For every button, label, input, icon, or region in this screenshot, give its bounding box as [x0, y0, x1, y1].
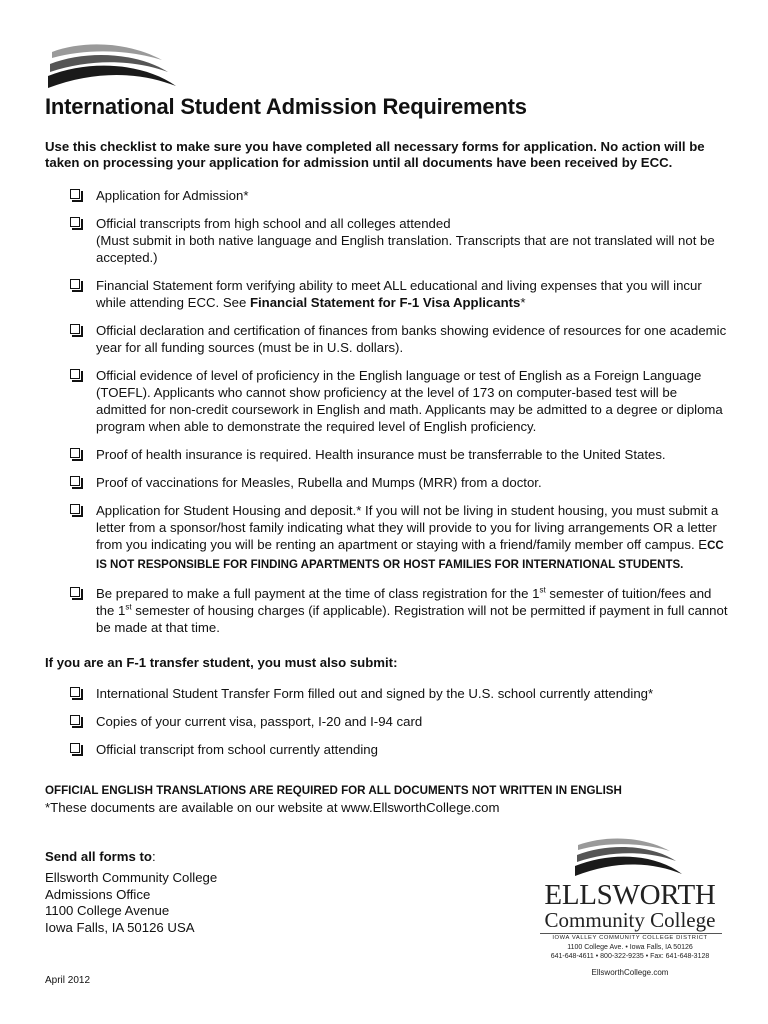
list-item	[68, 446, 728, 463]
item-text: Official transcript from school currently attending	[96, 742, 378, 757]
list-item	[68, 502, 728, 574]
logo-address: 1100 College Ave. • Iowa Falls, IA 50126	[567, 944, 693, 951]
checkbox-icon	[70, 369, 80, 379]
logo-college-subtitle: Community College	[544, 908, 716, 932]
address-line: 1100 College Avenue	[45, 903, 170, 918]
intro-paragraph: Use this checklist to make sure you have completed all necessary forms for application. No action will be taken on processing your application for admission until all documents have been received by ECC.	[45, 139, 705, 170]
logo-swoosh-icon	[572, 836, 684, 880]
financial-statement-title: Financial Statement for F-1 Visa Applicants	[249, 295, 521, 310]
checkbox-icon	[70, 448, 80, 458]
requirements-checklist	[68, 187, 728, 647]
item-text: semester of tuition/fees and the 1	[96, 586, 712, 618]
send-heading	[45, 849, 156, 864]
address-line: Ellsworth Community College	[45, 870, 218, 885]
checkbox-icon	[70, 687, 80, 697]
item-text: Official declaration and certification of finances from banks showing evidence of resources for one academic year for all funding sources (must be in U.S. dollars).	[96, 323, 727, 355]
send-heading-colon: :	[151, 849, 156, 864]
list-item	[68, 741, 728, 758]
checkbox-icon	[70, 476, 80, 486]
ordinal-suffix: st	[125, 602, 132, 612]
logo-college-name: ELLSWORTH	[544, 879, 716, 911]
item-text: Official evidence of level of proficiency in the English language or test of English as a Foreign Language (TOEFL). Applicants who cannot show proficiency at the level of 173 on computer-based test will be admitted for non-credit coursework in English and math. Applicants may be admitted to a degree or diploma program when able to demonstrate the required level of English proficiency.	[96, 368, 723, 434]
list-item	[68, 322, 728, 356]
list-item	[68, 277, 728, 311]
logo-website: EllsworthCollege.com	[591, 968, 669, 977]
ordinal-suffix: st	[539, 585, 546, 595]
logo-phones: 641-648-4611 • 800-322-9235 • Fax: 641-648-3128	[550, 953, 710, 960]
checkbox-icon	[70, 587, 80, 597]
ellsworth-college-logo	[535, 836, 730, 986]
transfer-checklist	[68, 685, 728, 769]
page-title: International Student Admission Requirements	[45, 94, 527, 119]
list-item	[68, 685, 728, 702]
item-text: semester of housing charges (if applicable). Registration will not be permitted if payment in full cannot be made at that time.	[96, 603, 728, 635]
item-text: Financial Statement form verifying ability to meet ALL educational and living expenses that you will incur while attending ECC. See	[96, 278, 702, 310]
address-line: Iowa Falls, IA 50126 USA	[45, 919, 195, 935]
checkbox-icon	[70, 217, 80, 227]
item-text: Application for Admission*	[96, 188, 249, 203]
list-item	[68, 585, 728, 636]
checkbox-icon	[70, 279, 80, 289]
item-text: Copies of your current visa, passport, I-20 and I-94 card	[96, 714, 423, 729]
transfer-heading: If you are an F-1 transfer student, you must also submit:	[45, 655, 398, 670]
checkbox-icon	[70, 189, 80, 199]
college-swoosh-logo	[44, 42, 179, 94]
checkbox-icon	[70, 504, 80, 514]
checkbox-icon	[70, 324, 80, 334]
send-heading-label: Send all forms to	[45, 849, 152, 864]
item-text: Proof of vaccinations for Measles, Rubella and Mumps (MRR) from a doctor.	[96, 475, 542, 490]
checkbox-icon	[70, 743, 80, 753]
item-text: Official transcripts from high school and all colleges attended	[96, 216, 451, 231]
logo-district: IOWA VALLEY COMMUNITY COLLEGE DISTRICT	[552, 935, 708, 941]
item-asterisk: *	[520, 295, 526, 310]
document-date: April 2012	[45, 975, 91, 986]
housing-disclaimer: CC IS NOT RESPONSIBLE FOR FINDING APARTMENTS OR HOST FAMILIES FOR INTERNATIONAL STUDENTS.	[96, 540, 724, 571]
item-text: International Student Transfer Form filled out and signed by the U.S. school currently attending*	[96, 686, 654, 701]
list-item	[68, 215, 728, 266]
address-line: Admissions Office	[45, 886, 151, 902]
list-item	[68, 474, 728, 491]
item-text: Be prepared to make a full payment at the time of class registration for the 1	[96, 586, 540, 601]
list-item	[68, 367, 728, 435]
logo-divider	[540, 933, 722, 934]
list-item	[68, 713, 728, 730]
item-text: Application for Student Housing and deposit.* If you will not be living in student housing, you must submit a letter from a sponsor/host family indicating what they will provide to you for living arrangements OR a letter from you indicating you will be renting an apartment or staying with a friend/family member off campus. E	[96, 503, 719, 552]
mailing-address	[45, 870, 217, 936]
list-item	[68, 187, 728, 204]
item-text: Proof of health insurance is required. Health insurance must be transferrable to the United States.	[96, 447, 666, 462]
website-notice: *These documents are available on our website at www.EllsworthCollege.com	[45, 800, 500, 815]
checkbox-icon	[70, 715, 80, 725]
translation-notice: OFFICIAL ENGLISH TRANSLATIONS ARE REQUIRED FOR ALL DOCUMENTS NOT WRITTEN IN ENGLISH	[45, 784, 622, 797]
item-note: (Must submit in both native language and English translation. Transcripts that are not translated will not be accepted.)	[96, 233, 715, 265]
